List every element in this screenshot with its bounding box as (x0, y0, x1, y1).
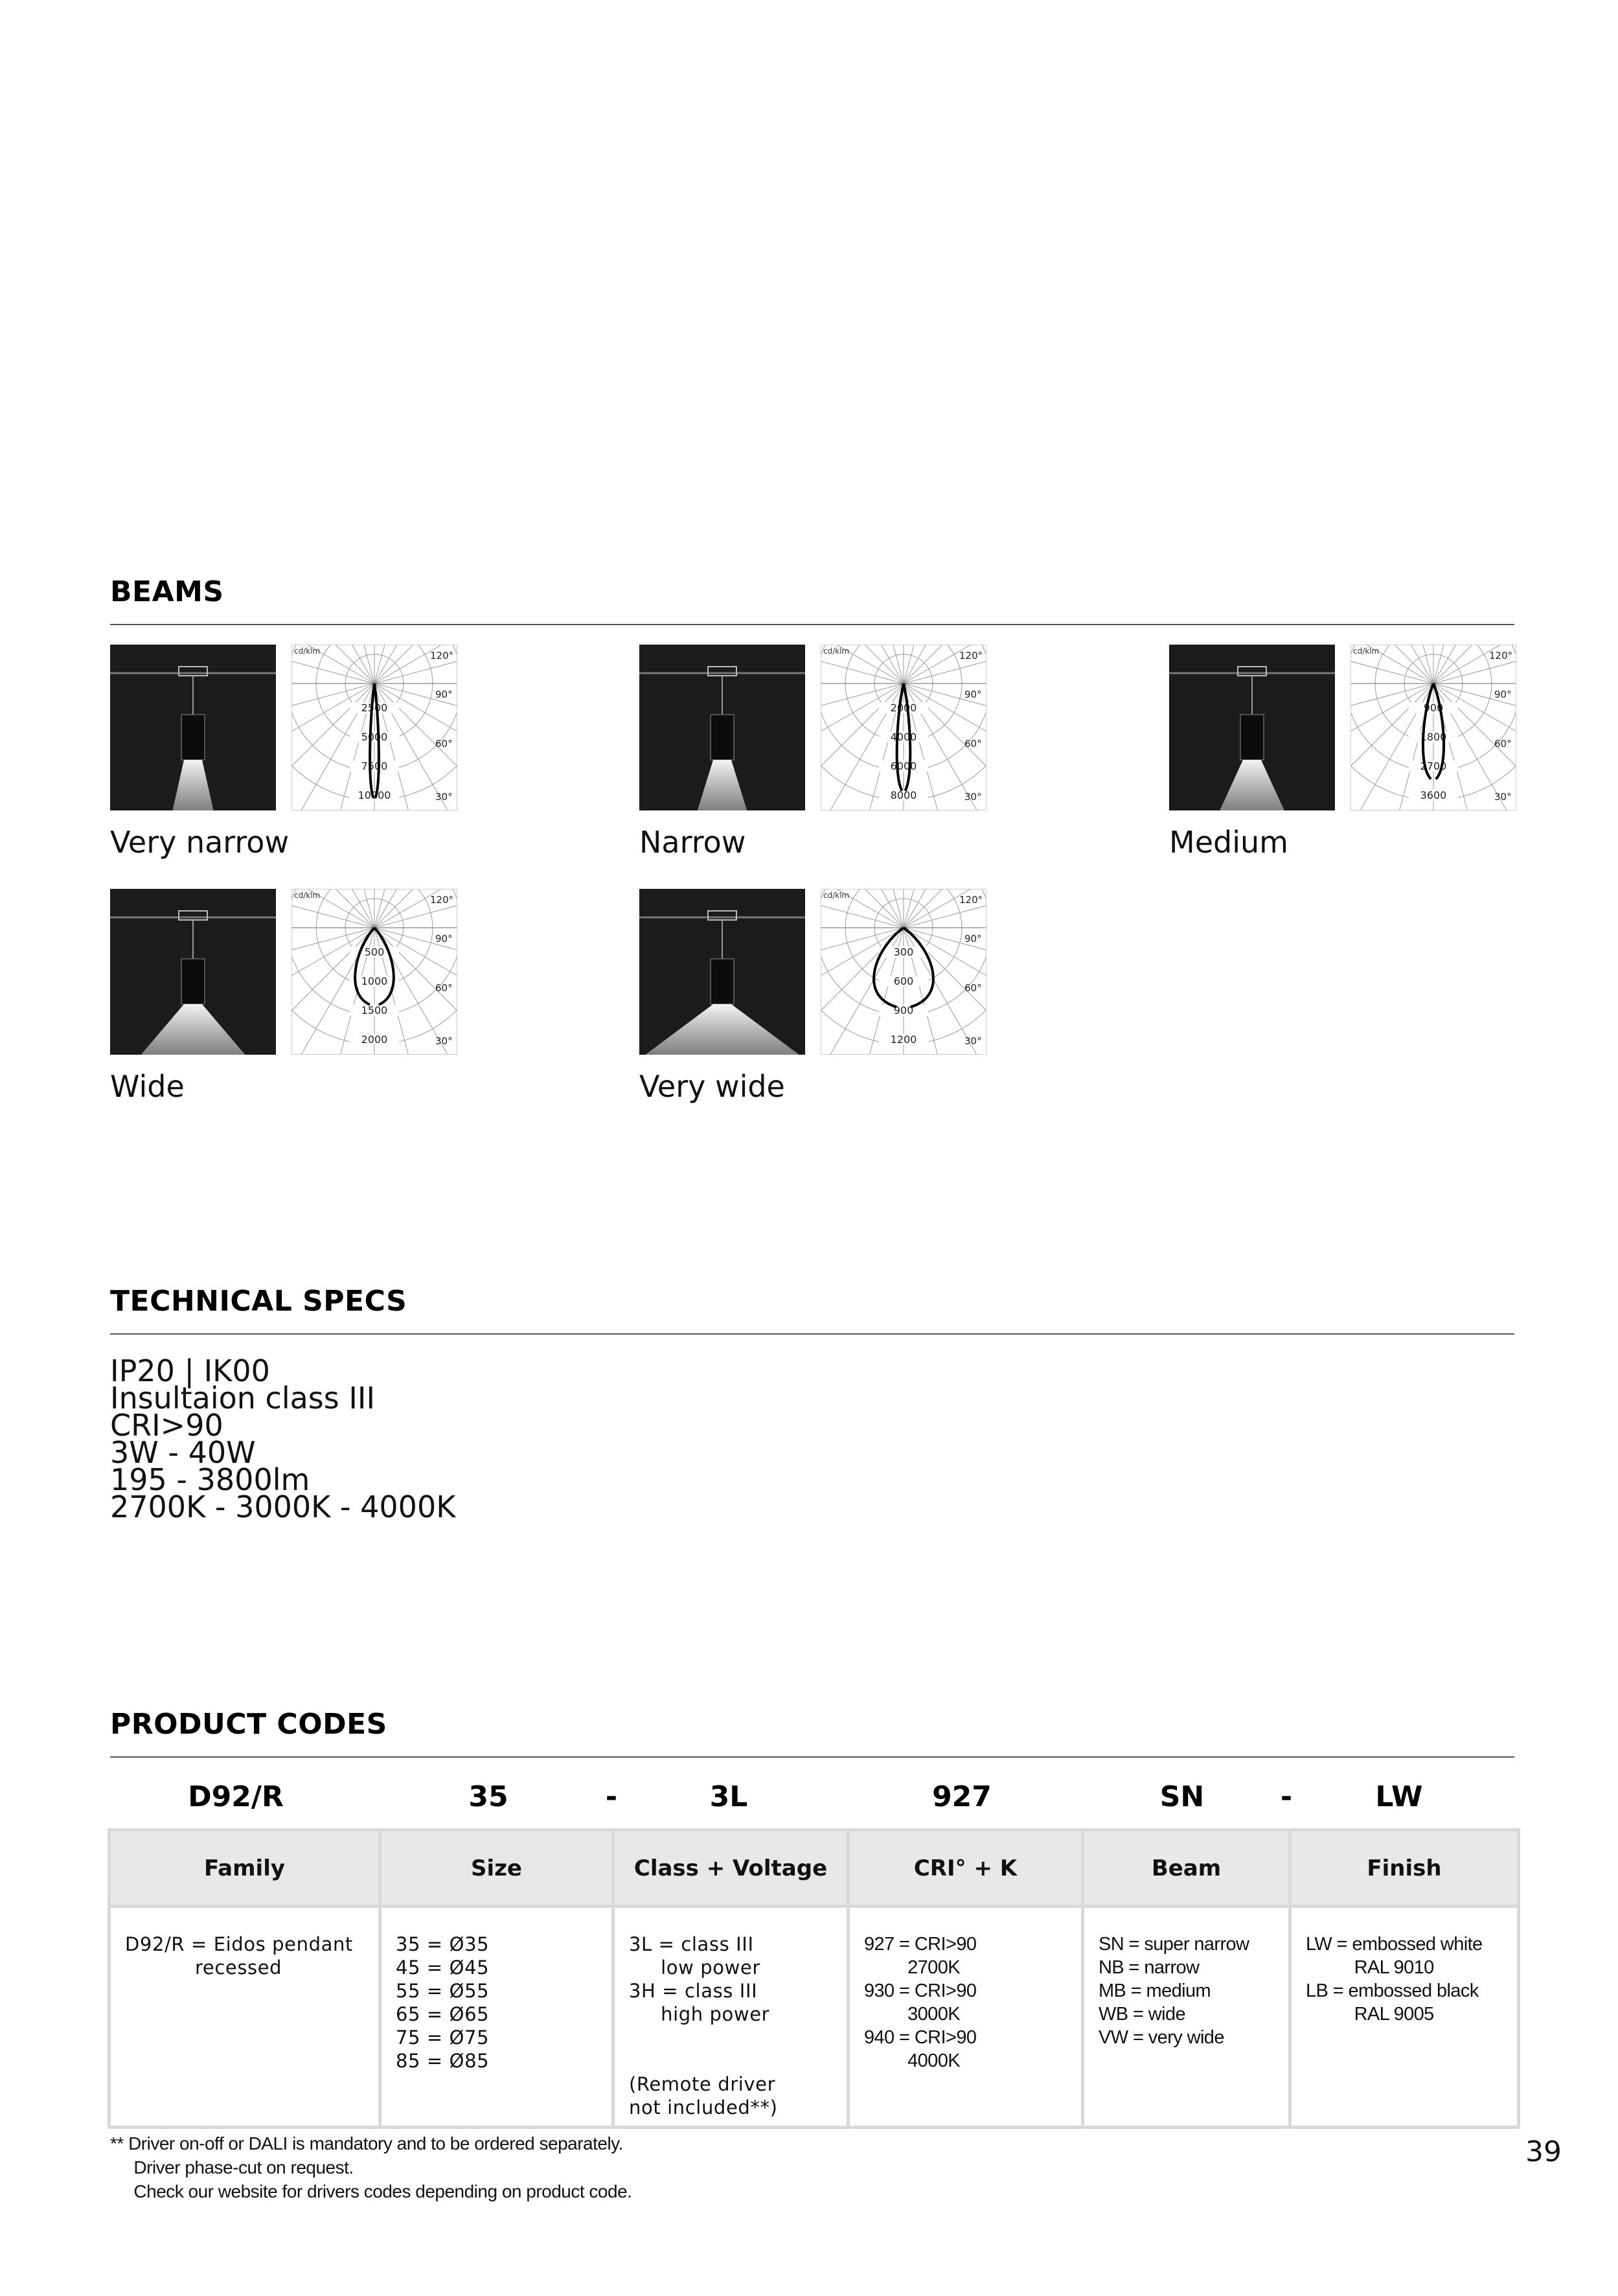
cell-line: (Remote driver (629, 2073, 776, 2095)
angle-label: 30° (964, 791, 982, 803)
cell-line: RAL 9010 (1306, 1957, 1434, 1978)
angle-label: 60° (964, 738, 982, 750)
scale-label: 4000 (890, 731, 917, 743)
angle-label: 60° (964, 982, 982, 994)
angle-label: 90° (435, 933, 453, 945)
cell-cri-k (849, 1907, 1083, 2128)
product-code-example (0, 1780, 1618, 1819)
cell-line: 3000K (864, 2004, 960, 2025)
scale-label: 3600 (1420, 789, 1447, 801)
cell-line: 3L = class III (629, 1933, 754, 1955)
scale-label: 6000 (890, 760, 917, 772)
spec-line: Insultaion class III (110, 1381, 376, 1416)
cell-line: 4000K (864, 2050, 960, 2071)
header-family: Family (109, 1830, 380, 1907)
polar-diagram-svg (821, 645, 986, 810)
cell-family (109, 1907, 380, 2128)
cell-line: high power (629, 2003, 770, 2025)
cell-line: LB = embossed black (1306, 1980, 1479, 2001)
beam-photo (110, 645, 276, 810)
light-cone (698, 760, 747, 810)
beams-divider (110, 624, 1514, 625)
polar-diagram (821, 645, 986, 810)
cell-line: NB = narrow (1099, 1957, 1200, 1978)
footnote-line: ** Driver on-off or DALI is mandatory and to be ordered separately. (110, 2133, 623, 2153)
beams-title: BEAMS (110, 575, 224, 608)
angle-label: 120° (430, 894, 454, 906)
polar-diagram-svg (821, 889, 986, 1055)
angle-label: 90° (964, 689, 982, 700)
angle-label: 90° (435, 689, 453, 700)
pendant-body (711, 715, 734, 760)
spec-line: 2700K - 3000K - 4000K (110, 1489, 456, 1524)
angle-label: 60° (435, 738, 453, 750)
pendant-body (181, 715, 205, 760)
header-finish: Finish (1290, 1830, 1519, 1907)
beam-photo (110, 889, 276, 1055)
beam-photo-svg (639, 645, 805, 810)
polar-diagram (1350, 645, 1516, 810)
angle-label: 30° (435, 1035, 453, 1047)
cell-line: 85 = Ø85 (396, 2050, 490, 2072)
cell-line: RAL 9005 (1306, 2004, 1434, 2025)
ceiling-canopy (179, 667, 207, 676)
cell-line: D92/R = Eidos pendant (125, 1933, 353, 1955)
table-header-row (109, 1830, 1519, 1907)
header-beam: Beam (1083, 1830, 1290, 1907)
beam-label: Very wide (639, 1069, 785, 1104)
cell-beam (1083, 1907, 1290, 2128)
polar-grid (1350, 645, 1516, 810)
scale-label: 1800 (1420, 731, 1447, 743)
code-part-family: D92/R (188, 1780, 284, 1813)
cell-line: not included**) (629, 2096, 778, 2118)
polar-diagram-svg (291, 645, 457, 810)
scale-label: 1500 (361, 1004, 388, 1016)
pendant-body (711, 959, 734, 1004)
page-number: 39 (1525, 2135, 1562, 2168)
scale-label: 5000 (361, 731, 388, 743)
cell-line: 927 = CRI>90 (864, 1934, 977, 1955)
product-codes-table (108, 1828, 1520, 2129)
beam-label: Medium (1169, 825, 1288, 860)
beam-photo-svg (639, 889, 805, 1055)
polar-grid (821, 889, 986, 1055)
angle-label: 30° (435, 791, 453, 803)
pendant-body (181, 959, 205, 1004)
unit-label: cd/klm (294, 647, 321, 656)
angle-label: 30° (1494, 791, 1512, 803)
footnote-line: Driver phase-cut on request. (110, 2157, 354, 2177)
scale-label: 2000 (890, 702, 917, 714)
beam-photo (639, 645, 805, 810)
technical-specs-title: TECHNICAL SPECS (110, 1285, 407, 1318)
scale-label: 2700 (1420, 760, 1447, 772)
footnote (110, 2131, 632, 2203)
cell-class-voltage (613, 1907, 849, 2128)
cell-line: 930 = CRI>90 (864, 1980, 977, 2001)
cell-line: SN = super narrow (1099, 1934, 1249, 1955)
scale-label: 1000 (361, 975, 388, 987)
code-part-beam: SN (1159, 1780, 1205, 1813)
code-part-cri: 927 (932, 1780, 992, 1813)
scale-label: 10000 (358, 789, 391, 801)
angle-label: 90° (964, 933, 982, 945)
header-size: Size (380, 1830, 613, 1907)
footnote-line: Check our website for drivers codes depending on product code. (110, 2181, 632, 2201)
code-part-finish: LW (1375, 1780, 1423, 1813)
cell-size (380, 1907, 613, 2128)
cell-line: 45 = Ø45 (396, 1957, 490, 1979)
polar-diagram (821, 889, 986, 1055)
cell-line: 940 = CRI>90 (864, 2027, 977, 2048)
beam-photo-svg (1169, 645, 1335, 810)
spec-line: CRI>90 (110, 1408, 223, 1443)
angle-label: 120° (959, 894, 983, 906)
scale-label: 7500 (361, 760, 388, 772)
ceiling-canopy (708, 911, 736, 920)
polar-grid (291, 645, 457, 810)
unit-label: cd/klm (823, 891, 850, 900)
ceiling-canopy (179, 911, 207, 920)
cell-line: 65 = Ø65 (396, 2003, 490, 2025)
spec-line: 3W - 40W (110, 1435, 256, 1470)
beam-wide (110, 889, 454, 1109)
code-part-size: 35 (468, 1780, 508, 1813)
product-codes-title: PRODUCT CODES (110, 1708, 387, 1741)
polar-diagram (291, 889, 457, 1055)
beam-narrow (639, 645, 983, 865)
ceiling-canopy (1238, 667, 1266, 676)
spec-line: 195 - 3800lm (110, 1462, 310, 1497)
beam-label: Very narrow (110, 825, 290, 860)
light-cone (172, 760, 213, 810)
cell-line: 3H = class III (629, 1980, 758, 2002)
light-cone (645, 1004, 799, 1055)
angle-label: 120° (430, 650, 454, 661)
beam-photo-svg (110, 889, 276, 1055)
cell-line: 75 = Ø75 (396, 2026, 490, 2049)
scale-label: 900 (1423, 702, 1444, 714)
cell-line (629, 2049, 832, 2072)
table-row (109, 1907, 1519, 2128)
beam-photo (1169, 645, 1335, 810)
cell-line (629, 2026, 832, 2049)
cell-line: LW = embossed white (1306, 1934, 1483, 1955)
scale-label: 600 (893, 975, 914, 987)
header-cri-k: CRI° + K (849, 1830, 1083, 1907)
spec-line: IP20 | IK00 (110, 1353, 270, 1388)
angle-label: 60° (435, 982, 453, 994)
angle-label: 90° (1494, 689, 1512, 700)
light-cone (141, 1004, 245, 1055)
cell-line: WB = wide (1099, 2004, 1186, 2025)
polar-grid (821, 645, 986, 810)
angle-label: 120° (1489, 650, 1513, 661)
light-cone (1220, 760, 1284, 810)
scale-label: 900 (893, 1004, 914, 1016)
cell-line: 35 = Ø35 (396, 1933, 490, 1955)
code-part-class: 3L (709, 1780, 748, 1813)
beam-label: Narrow (639, 825, 746, 860)
technical-specs-divider (110, 1333, 1514, 1335)
scale-label: 1200 (890, 1033, 917, 1046)
cell-line: VW = very wide (1099, 2027, 1224, 2048)
scale-label: 2500 (361, 702, 388, 714)
cell-line: low power (629, 1957, 760, 1979)
beam-photo (639, 889, 805, 1055)
polar-diagram (291, 645, 457, 810)
polar-grid (291, 889, 457, 1055)
angle-label: 30° (964, 1035, 982, 1047)
scale-label: 500 (364, 946, 385, 958)
angle-label: 60° (1494, 738, 1512, 750)
angle-label: 120° (959, 650, 983, 661)
beam-very-narrow (110, 645, 454, 865)
beam-photo-svg (110, 645, 276, 810)
code-part-separator: - (605, 1780, 618, 1813)
code-part-separator: - (1280, 1780, 1293, 1813)
cell-finish (1290, 1907, 1519, 2128)
technical-specs-list (110, 1353, 456, 1524)
header-class-voltage: Class + Voltage (613, 1830, 849, 1907)
unit-label: cd/klm (1353, 647, 1380, 656)
unit-label: cd/klm (823, 647, 850, 656)
beam-very-wide (639, 889, 983, 1109)
product-codes-divider (110, 1756, 1514, 1758)
beam-medium (1169, 645, 1513, 865)
polar-diagram-svg (291, 889, 457, 1055)
pendant-body (1240, 715, 1264, 760)
ceiling-canopy (708, 667, 736, 676)
cell-line: MB = medium (1099, 1980, 1211, 2001)
polar-diagram-svg (1350, 645, 1516, 810)
scale-label: 8000 (890, 789, 917, 801)
beam-label: Wide (110, 1069, 185, 1104)
cell-line: 55 = Ø55 (396, 1980, 490, 2002)
cell-line: 2700K (864, 1957, 960, 1978)
cell-line: recessed (125, 1957, 282, 1979)
scale-label: 2000 (361, 1033, 388, 1046)
scale-label: 300 (893, 946, 914, 958)
unit-label: cd/klm (294, 891, 321, 900)
